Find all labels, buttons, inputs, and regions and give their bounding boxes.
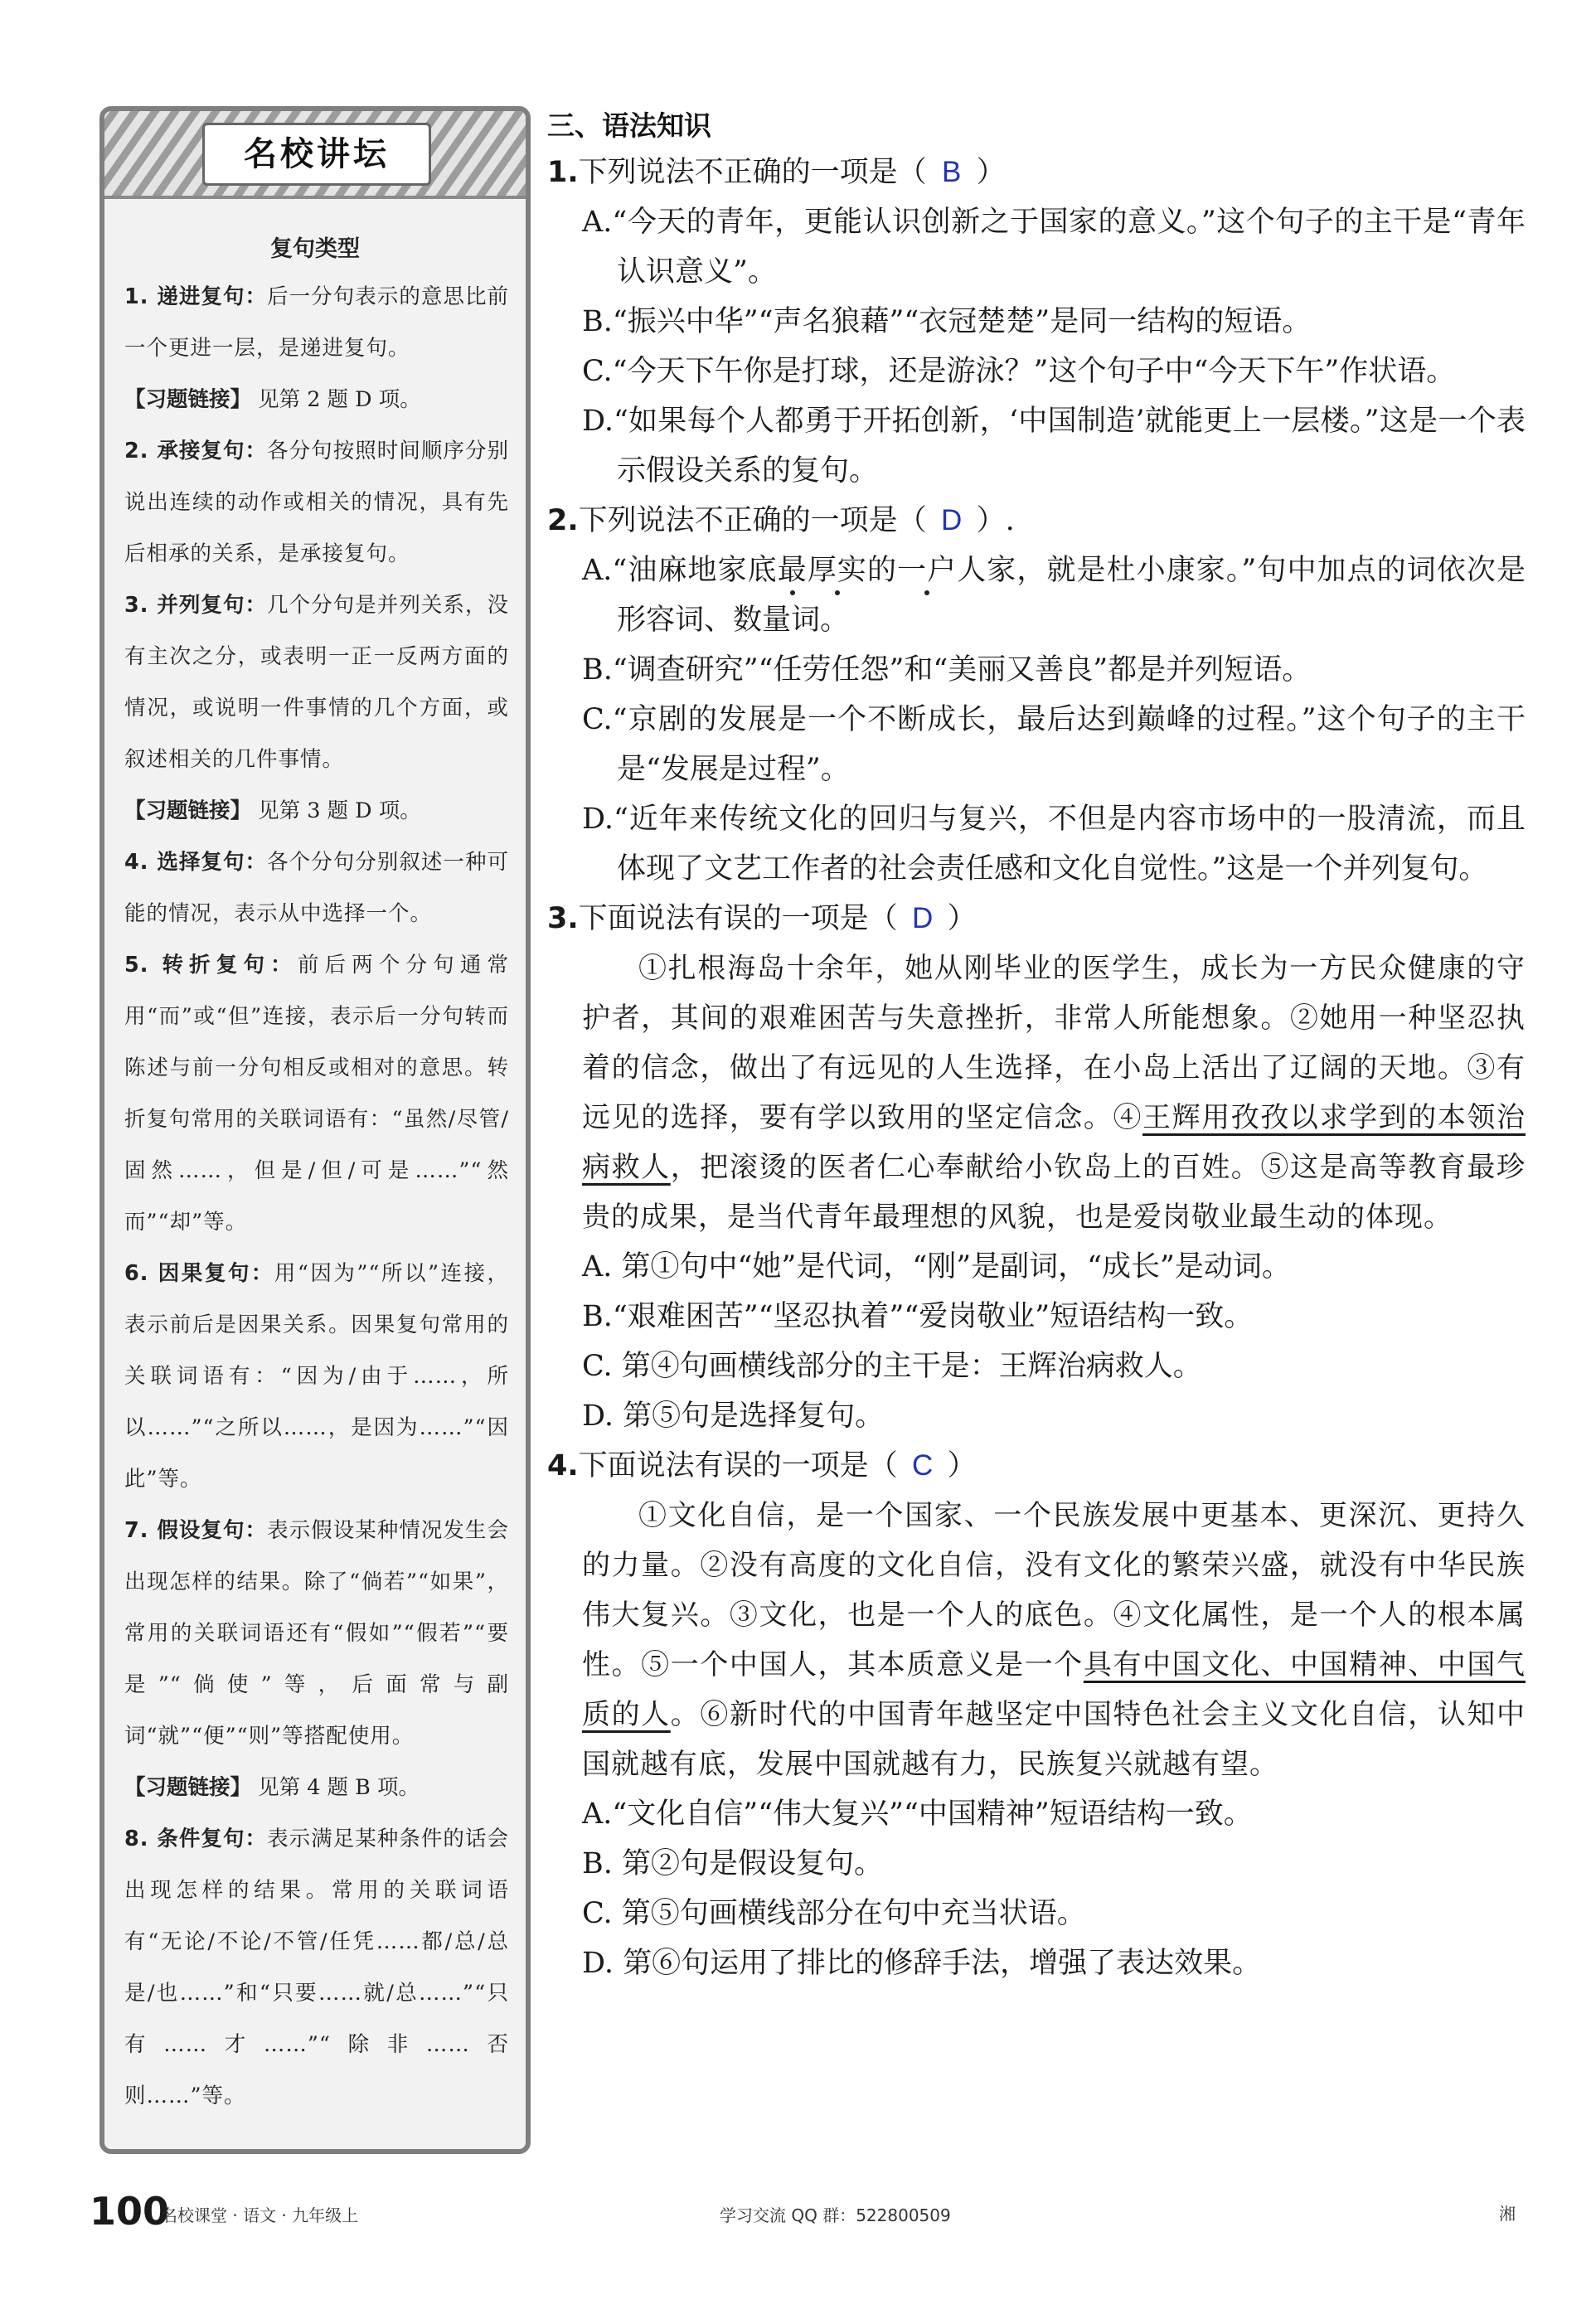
answer-mark: D: [912, 902, 934, 934]
option: A. 第①句中“她”是代词，“刚”是副词，“成长”是动词。: [582, 1250, 1291, 1283]
question-stem: 3.下面说法有误的一项是（ D ）: [547, 894, 1526, 944]
option: C. 第⑤句画横线部分在句中充当状语。: [582, 1897, 1086, 1930]
book-title: 名校课堂 · 语文 · 九年级上: [161, 2205, 359, 2225]
option: D.“近年来传统文化的回归与复兴，不但是内容市场中的一股清流，而且体现了文艺工作者的社会责任感和文化自觉性。”这是一个并列复句。: [582, 803, 1526, 885]
option: A.“油麻地家底最厚实的一户人家，就是杜小康家。”句中加点的词依次是形容词、数量词。: [582, 554, 1526, 637]
sidebar-item: 8. 条件复句：表示满足某种条件的话会出现怎样的结果。常用的关联词语有“无论/不论/不管/任凭……都/总/总是/也……”和“只要……就/总……”“只有……才……”“除非……否则……”等。: [124, 1827, 509, 2108]
region-mark: 湘: [1499, 2204, 1516, 2224]
option: D. 第⑤句是选择复句。: [582, 1400, 885, 1433]
option: B.“振兴中华”“声名狼藉”“衣冠楚楚”是同一结构的短语。: [582, 305, 1312, 338]
sidebar-title: 名校讲坛: [202, 123, 431, 186]
sidebar-item: 5. 转折复句：前后两个分句通常用“而”或“但”连接，表示后一分句转而陈述与前一分句相反或相对的意思。转折复句常用的关联词语有：“虽然/尽管/固然……，但是/但/可是……”“然而”“却”等。: [124, 953, 509, 1235]
question-2: [547, 496, 1526, 894]
underlined-text: 具有中国文化、中国精神、中国气质的人: [582, 1648, 1526, 1731]
qq-group: 学习交流 QQ 群：522800509: [720, 2205, 951, 2225]
option: B. 第②句是假设复句。: [582, 1847, 883, 1880]
exercise-link: 【习题链接】 见第 4 题 B 项。: [124, 1775, 420, 1800]
exercise-link: 【习题链接】 见第 3 题 D 项。: [124, 798, 421, 823]
sidebar-subtitle: 复句类型: [270, 236, 360, 262]
sidebar-item: 1. 递进复句：后一分句表示的意思比前一个更进一层，是递进复句。: [124, 284, 509, 361]
dotted-word: 最: [777, 554, 808, 587]
option: D.“如果每个人都勇于开拓创新，‘中国制造’就能更上一层楼。”这是一个表示假设关系的复句。: [582, 405, 1526, 488]
question-3: [547, 894, 1526, 1441]
exercise-link: 【习题链接】 见第 2 题 D 项。: [124, 387, 421, 412]
sidebar-panel: [99, 106, 531, 2154]
option: B.“艰难困苦”“坚忍执着”“爱岗敬业”短语结构一致。: [582, 1300, 1254, 1333]
option: B.“调查研究”“任劳任怨”和“美丽又善良”都是并列短语。: [582, 653, 1312, 687]
sidebar-item: 6. 因果复句：用“因为”“所以”连接，表示前后是因果关系。因果复句常用的关联词语有：“因为/由于……，所以……”“之所以……，是因为……”“因此”等。: [124, 1261, 509, 1492]
dotted-word: 一户: [897, 554, 958, 587]
dotted-word: 厚实: [807, 554, 867, 587]
sidebar-item: 7. 假设复句：表示假设某种情况发生会出现怎样的结果。除了“倘若”“如果”，常用的关联词语还有“假如”“假若”“要是”“倘使”等，后面常与副词“就”“便”“则”等搭配使用。: [124, 1518, 509, 1749]
main-content: [547, 104, 1526, 1988]
option: C.“今天下午你是打球，还是游泳？”这个句子中“今天下午”作状语。: [582, 355, 1456, 388]
option: A.“今天的青年，更能认识创新之于国家的意义。”这个句子的主干是“青年认识意义”。: [582, 206, 1526, 289]
question-stem: 4.下面说法有误的一项是（ C ）: [547, 1441, 1526, 1491]
reading-passage: ①扎根海岛十余年，她从刚毕业的医学生，成长为一方民众健康的守护者，其间的艰难困苦与失意挫折，非常人所能想象。②她用一种坚忍执着的信念，做出了有远见的人生选择，在小岛上活出了辽阔的天地。③有远见的选择，要有学以致用的坚定信念。④王辉用孜孜以求学到的本领治病救人，把滚烫的医者仁心奉献给小钦岛上的百姓。⑤这是高等教育最珍贵的成果，是当代青年最理想的风貌，也是爱岗敬业最生动的体现。: [582, 952, 1526, 1234]
question-1: [547, 148, 1526, 496]
sidebar-body: [104, 271, 526, 2122]
option: C.“京剧的发展是一个不断成长，最后达到巅峰的过程。”这个句子的主干是“发展是过程”。: [582, 703, 1526, 786]
sidebar-item: 3. 并列复句：几个分句是并列关系，没有主次之分，或表明一正一反两方面的情况，或说明一件事情的几个方面，或叙述相关的几件事情。: [124, 593, 509, 772]
answer-mark: B: [941, 156, 962, 188]
underlined-text: 王辉用孜孜以求学到的本领治病救人: [582, 1101, 1526, 1184]
question-stem: 2.下列说法不正确的一项是（ D ）.: [547, 496, 1526, 546]
answer-mark: D: [941, 504, 963, 536]
question-stem: 1.下列说法不正确的一项是（ B ）: [547, 148, 1526, 197]
option: A.“文化自信”“伟大复兴”“中国精神”短语结构一致。: [582, 1798, 1253, 1831]
reading-passage: ①文化自信，是一个国家、一个民族发展中更基本、更深沉、更持久的力量。②没有高度的文化自信，没有文化的繁荣兴盛，就没有中华民族伟大复兴。③文化，也是一个人的底色。④文化属性，是一个人的根本属性。⑤一个中国人，其本质意义是一个具有中国文化、中国精神、中国气质的人。⑥新时代的中国青年越坚定中国特色社会主义文化自信，认知中国就越有底，发展中国就越有力，民族复兴就越有望。: [582, 1499, 1526, 1781]
option: C. 第④句画横线部分的主干是：王辉治病救人。: [582, 1350, 1202, 1383]
sidebar-item: 4. 选择复句：各个分句分别叙述一种可能的情况，表示从中选择一个。: [124, 850, 509, 926]
answer-mark: C: [912, 1449, 934, 1482]
page-footer: [90, 2189, 1532, 2239]
option: D. 第⑥句运用了排比的修辞手法，增强了表达效果。: [582, 1947, 1262, 1980]
sidebar-item: 2. 承接复句：各分句按照时间顺序分别说出连续的动作或相关的情况，具有先后相承的关系，是承接复句。: [124, 439, 509, 566]
sidebar-header: [104, 111, 526, 199]
question-4: [547, 1441, 1526, 1988]
page-number: 100: [90, 2189, 170, 2234]
section-title: 三、语法知识: [547, 109, 711, 142]
